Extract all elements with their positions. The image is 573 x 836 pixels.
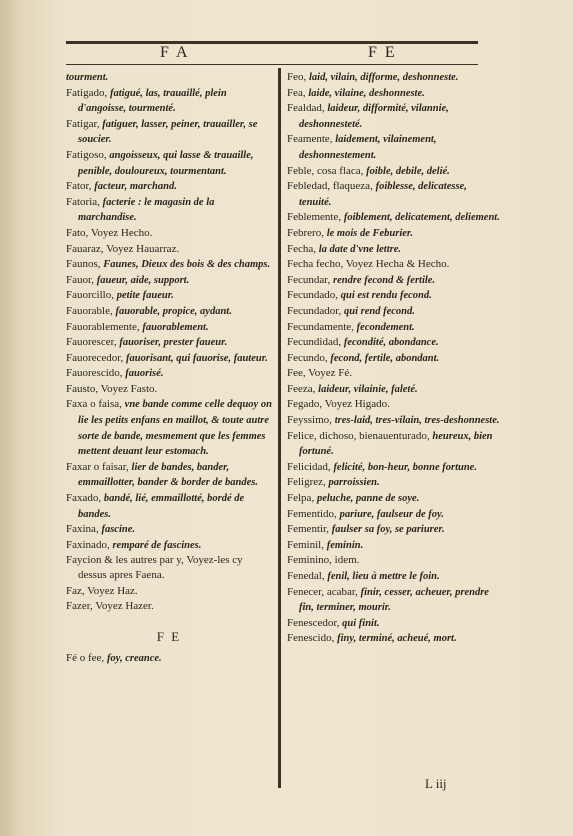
entry-definition: laid, vilain, difforme, deshonneste. — [309, 72, 459, 83]
dictionary-entry — [66, 226, 272, 242]
dictionary-entry — [66, 86, 272, 117]
entry-definition: foiblesse, delicatesse, tenuité. — [299, 181, 467, 208]
entry-headword: Feminino, idem. — [287, 554, 360, 567]
entry-definition: fauorisant, qui fauorise, fauteur. — [126, 352, 268, 364]
entry-definition: faueur, aide, support. — [96, 274, 190, 286]
dictionary-entry — [287, 288, 501, 304]
entry-definition: lier de bandes, bander, emmaillotter, bander & border de bandes. — [78, 461, 258, 489]
dictionary-entry — [66, 320, 272, 336]
entry-headword: Faxado, — [66, 492, 104, 505]
dictionary-entry — [66, 538, 272, 554]
dictionary-entry — [287, 507, 501, 523]
entry-definition: rendre fecond & fertile. — [333, 274, 436, 286]
dictionary-entry — [66, 288, 272, 304]
entry-headword: Fazer, Voyez Hazer. — [66, 600, 154, 613]
column-divider — [278, 68, 281, 788]
entry-headword: Felpa, — [287, 492, 317, 505]
dictionary-entry — [287, 569, 501, 585]
running-head-left: F A — [160, 44, 190, 61]
entry-definition: finir, cesser, acheuer, prendre fin, terminer, mourir. — [299, 586, 489, 614]
entry-headword: Fecundo, — [287, 351, 331, 364]
dictionary-entry — [287, 460, 501, 476]
entry-definition: qui finit. — [342, 617, 380, 629]
entry-headword: Fecundamente, — [287, 320, 357, 333]
entry-headword: Fatigar, — [66, 117, 103, 130]
dictionary-entry — [66, 651, 272, 667]
dictionary-entry — [287, 429, 501, 460]
entry-headword: Fato, Voyez Hecho. — [66, 226, 153, 239]
dictionary-entry — [287, 553, 501, 569]
entry-definition: fauorable, propice, aydant. — [115, 305, 232, 317]
entry-definition: fauorisé. — [125, 368, 164, 380]
entry-headword: Febrero, — [287, 226, 327, 239]
dictionary-entry — [287, 70, 501, 86]
dictionary-entry — [66, 584, 272, 600]
dictionary-entry — [287, 210, 501, 226]
entry-definition: bandé, lié, emmaillotté, bordé de bandes. — [78, 493, 245, 520]
dictionary-entry — [66, 242, 272, 258]
dictionary-entry — [287, 101, 501, 132]
entry-definition: laideur, vilainie, faleté. — [318, 383, 418, 395]
dictionary-entry — [287, 585, 501, 616]
dictionary-entry — [287, 397, 501, 413]
entry-definition: tres-laid, tres-vilain, tres-deshonneste. — [334, 415, 500, 427]
entry-headword: Fauorecedor, — [66, 351, 127, 364]
dictionary-entry — [287, 320, 501, 336]
entry-definition: laidement, vilainement, deshonnestement. — [299, 134, 437, 161]
dictionary-entry — [287, 616, 501, 632]
entry-headword: Fecundidad, — [287, 336, 344, 349]
entry-headword: Fenedal, — [287, 570, 328, 582]
left-entry-list — [66, 70, 272, 615]
entry-definition: feminin. — [326, 539, 364, 551]
dictionary-entry — [66, 351, 272, 367]
entry-headword: Fatigado, — [66, 86, 110, 99]
right-entry-list — [287, 70, 501, 647]
top-rule — [66, 41, 478, 44]
entry-definition: peluche, panne de soye. — [316, 493, 420, 505]
entry-headword: Fenescido, — [287, 632, 338, 645]
entry-headword: Fea, — [287, 86, 309, 99]
entry-definition: qui rend fecond. — [344, 305, 415, 317]
dictionary-entry — [66, 382, 272, 398]
entry-headword: Fenescedor, — [287, 616, 343, 629]
entry-definition: la date d'vne lettre. — [318, 243, 401, 255]
entry-headword: Fauorcillo, — [66, 289, 117, 302]
entry-headword: Faxar o faisar, — [66, 460, 132, 473]
entry-definition: remparé de fascines. — [112, 539, 202, 551]
dictionary-entry — [66, 366, 272, 382]
entry-definition: fecondement. — [356, 321, 415, 333]
entry-headword: Fenecer, acabar, — [287, 585, 361, 598]
entry-headword: Feeza, — [287, 382, 319, 395]
dictionary-entry — [287, 257, 501, 273]
entry-definition: fauoriser, prester faueur. — [119, 337, 228, 349]
dictionary-entry — [66, 335, 272, 351]
dictionary-entry — [287, 631, 501, 647]
entry-headword: Fementir, — [287, 523, 332, 536]
entry-headword: Feo, — [287, 71, 309, 83]
section-heading: F E — [156, 628, 182, 644]
entry-headword: Feligrez, — [287, 476, 329, 489]
entry-definition: qui est rendu fecond. — [340, 290, 432, 302]
dictionary-entry — [66, 179, 272, 195]
entry-definition: le mois de Feburier. — [326, 227, 414, 239]
entry-headword: Feamente, — [287, 133, 336, 146]
left-column — [66, 70, 272, 666]
entry-headword: Fealdad, — [287, 102, 328, 115]
dictionary-entry — [287, 538, 501, 554]
entry-headword: Fé o fee, — [66, 651, 107, 664]
dictionary-entry — [287, 491, 501, 507]
signature-mark: L iij — [425, 776, 447, 791]
entry-definition: facteur, marchand. — [94, 181, 177, 193]
entry-headword: Fator, — [66, 180, 95, 193]
dictionary-entry — [66, 70, 272, 86]
entry-headword: Fecha, — [287, 242, 319, 255]
dictionary-entry — [287, 164, 501, 180]
entry-headword: Felice, dichoso, bienauenturado, — [287, 429, 433, 442]
dictionary-entry — [66, 460, 272, 491]
dictionary-entry — [287, 179, 501, 210]
entry-definition: petite faueur. — [116, 290, 174, 302]
entry-headword: Fauorescer, — [66, 336, 120, 349]
dictionary-entry — [287, 226, 501, 242]
entry-headword: Fauaraz, Voyez Hauarraz. — [66, 242, 180, 255]
dictionary-entry — [66, 397, 272, 459]
entry-headword: Fatigoso, — [66, 148, 110, 161]
entry-headword: Fecundar, — [287, 273, 333, 286]
dictionary-entry — [66, 117, 272, 148]
entry-headword: Feblemente, — [287, 211, 344, 224]
dictionary-entry — [66, 273, 272, 289]
entry-headword: Faz, Voyez Haz. — [66, 584, 138, 597]
head-rule — [66, 64, 478, 65]
entry-headword: Faunos, — [66, 258, 104, 271]
entry-definition: fecondité, abondance. — [343, 337, 439, 349]
entry-definition: fecond, fertile, abondant. — [330, 352, 440, 364]
entry-headword: Fauor, — [66, 273, 97, 286]
dictionary-entry — [66, 195, 272, 226]
dictionary-entry — [66, 304, 272, 320]
entry-definition: heureux, bien fortuné. — [299, 430, 493, 458]
entry-headword: Fatoria, — [66, 195, 103, 208]
entry-headword: Febledad, flaqueza, — [287, 180, 376, 193]
dictionary-entry — [66, 553, 272, 583]
entry-definition: fenil, lieu à mettre le foin. — [327, 571, 440, 582]
entry-definition: Faunes, Dieux des bois & des champs. — [103, 259, 271, 271]
entry-headword: Feminil, — [287, 538, 327, 551]
dictionary-entry — [66, 599, 272, 615]
entry-definition: foiblement, delicatement, deliement. — [343, 212, 500, 224]
dictionary-entry — [287, 335, 501, 351]
dictionary-entry — [66, 522, 272, 538]
entry-definition: tourment. — [66, 72, 109, 83]
entry-headword: Fegado, Voyez Higado. — [287, 398, 390, 411]
dictionary-entry — [66, 257, 272, 273]
dictionary-entry — [287, 351, 501, 367]
dictionary-entry — [66, 491, 272, 522]
entry-definition: fascine. — [101, 524, 135, 536]
entry-definition: vne bande comme celle dequoy on lie les petits enfans en maillot, & toute autre sorte de bande, mesmement que les femmes mettent deuant leur estomach. — [78, 399, 272, 458]
dictionary-entry — [287, 366, 501, 382]
entry-definition: foy, creance. — [106, 652, 162, 664]
entry-headword: Fee, Voyez Fé. — [287, 367, 352, 380]
entry-definition: fauorablement. — [142, 321, 209, 333]
dictionary-entry — [287, 382, 501, 398]
entry-headword: Fauorescido, — [66, 367, 126, 380]
entry-definition: faulser sa foy, se pariurer. — [331, 524, 445, 536]
entry-definition: facterie : le magasin de la marchandise. — [78, 196, 215, 224]
entry-headword: Fementido, — [287, 507, 340, 520]
entry-headword: Fecha fecho, Voyez Hecha & Hecho. — [287, 258, 450, 271]
dictionary-entry — [287, 413, 501, 429]
entry-headword: Feyssimo, — [287, 414, 335, 427]
entry-headword: Fauorable, — [66, 304, 116, 317]
entry-headword: Faycion & les autres par y, Voyez-les cy dessus apres Faena. — [66, 554, 243, 581]
dictionary-entry — [287, 273, 501, 289]
entry-headword: Faxina, — [66, 523, 102, 536]
entry-headword: Fecundador, — [287, 304, 344, 317]
entry-headword: Fausto, Voyez Fasto. — [66, 382, 158, 395]
entry-headword: Fauorablemente, — [66, 320, 143, 333]
entry-headword: Felicidad, — [287, 460, 334, 473]
dictionary-entry — [66, 148, 272, 179]
entry-headword: Fecundado, — [287, 289, 341, 302]
entry-definition: fatigué, las, trauaillé, plein d'angoisse, tourmenté. — [78, 87, 227, 115]
dictionary-entry — [287, 132, 501, 163]
entry-definition: finy, terminé, acheué, mort. — [337, 633, 457, 645]
entry-definition: laide, vilaine, deshonneste. — [308, 87, 425, 99]
dictionary-entry — [287, 86, 501, 102]
entry-definition: pariure, faulseur de foy. — [339, 508, 444, 520]
dictionary-entry — [287, 242, 501, 258]
entry-definition: fatiguer, lasser, peiner, trauailler, se soucier. — [78, 118, 258, 146]
entry-definition: felicité, bon-heur, bonne fortune. — [333, 461, 477, 473]
entry-definition: parroissien. — [328, 477, 380, 489]
entry-headword: Feble, cosa flaca, — [287, 164, 367, 177]
dictionary-entry — [287, 522, 501, 538]
left-after-list — [66, 651, 272, 667]
entry-headword: Faxa o faisa, — [66, 398, 125, 411]
right-column — [287, 70, 501, 647]
entry-definition: laideur, difformité, vilannie, deshonnesteté. — [299, 103, 449, 130]
entry-definition: foible, debile, delié. — [366, 165, 450, 177]
dictionary-entry — [287, 304, 501, 320]
entry-headword: Faxinado, — [66, 538, 113, 551]
entry-definition: angoisseux, qui lasse & trauaille, penible, douloureux, tourmentant. — [78, 149, 254, 177]
running-head-right: F E — [368, 44, 397, 61]
dictionary-entry — [287, 475, 501, 491]
